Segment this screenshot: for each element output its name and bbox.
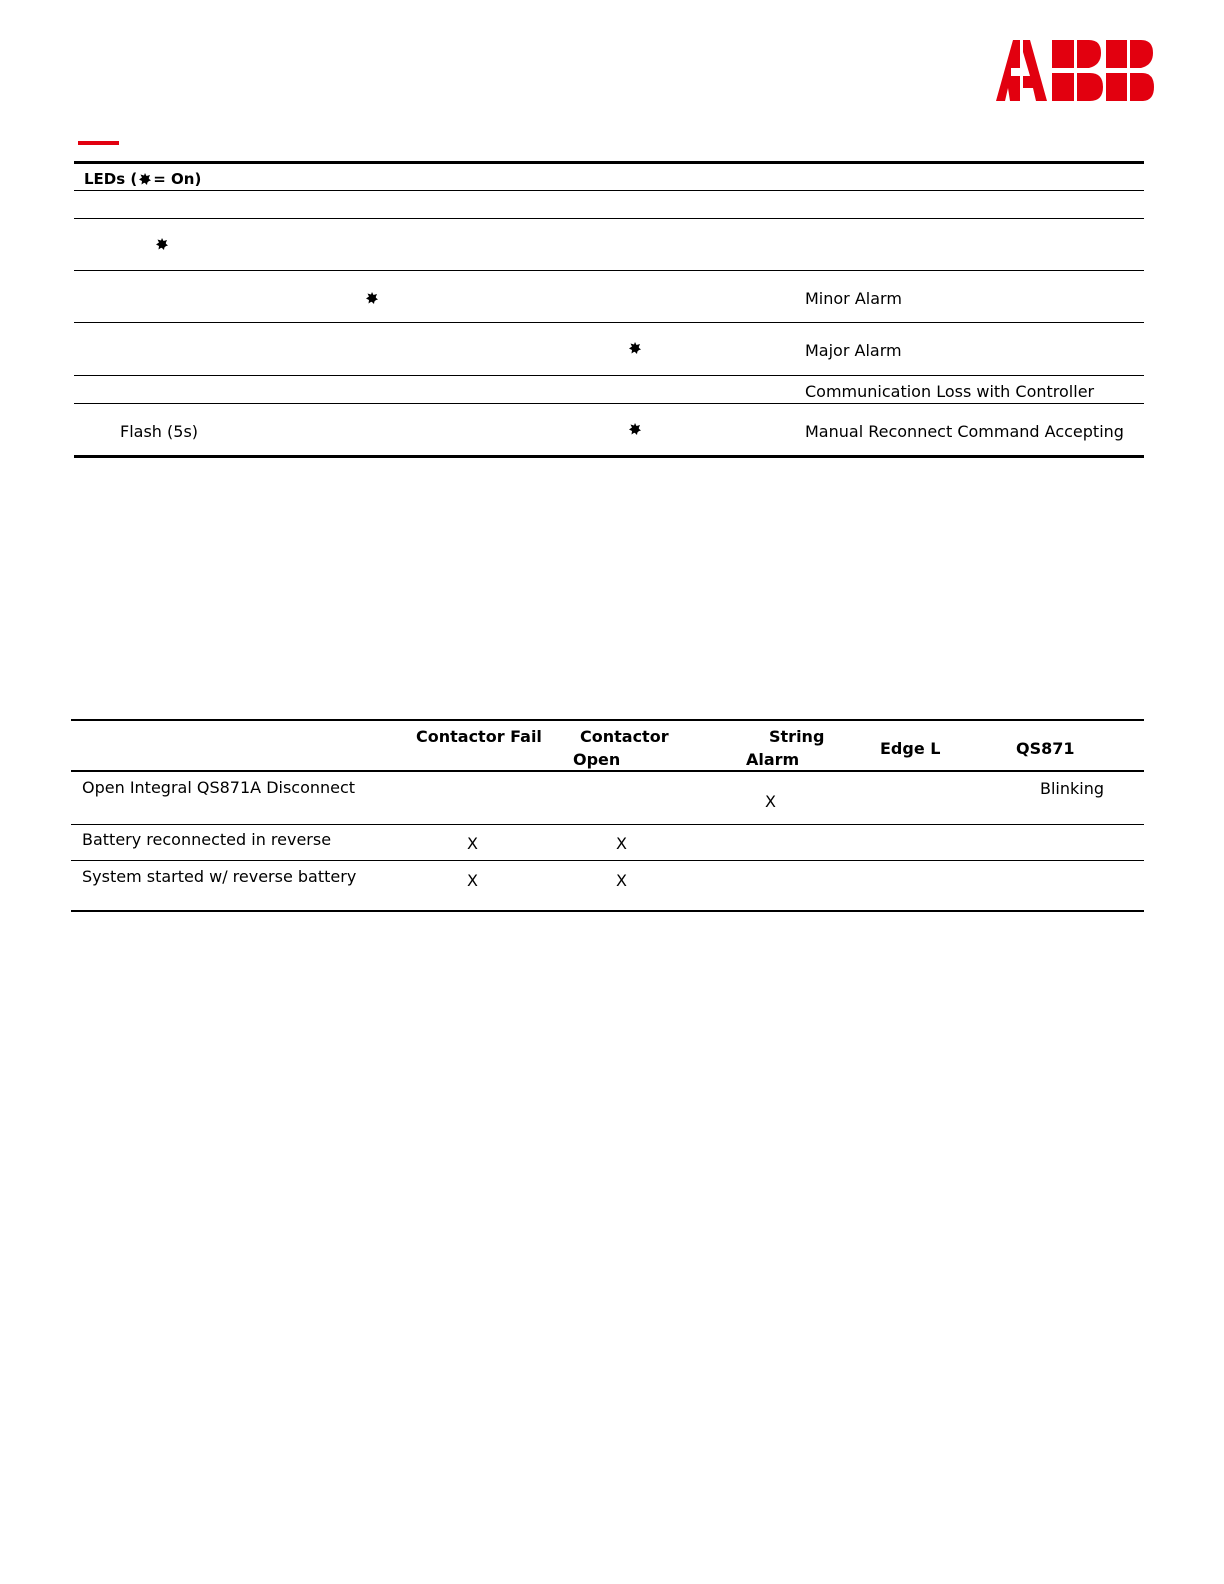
- led-on-icon: [365, 291, 379, 305]
- col-header-contactor-fail: Contactor Fail: [416, 727, 542, 746]
- row-condition: Battery reconnected in reverse: [82, 830, 332, 849]
- abb-logo: [996, 40, 1154, 102]
- led-row-description: Manual Reconnect Command Accepting: [805, 422, 1124, 441]
- row-contactor-open: X: [616, 871, 627, 890]
- row-rule: [71, 860, 1144, 861]
- row-condition: Open Integral QS871A Disconnect: [82, 778, 356, 797]
- row-rule: [71, 824, 1144, 825]
- col-header-string-alarm-line1: String: [769, 727, 825, 746]
- row-rule: [74, 375, 1144, 376]
- row-contactor-fail: X: [467, 834, 478, 853]
- row-rule: [74, 270, 1144, 271]
- col-header-string-alarm-line2: Alarm: [746, 750, 800, 769]
- col-header-contactor-open-line1: Contactor: [580, 727, 669, 746]
- col-header-qs871: QS871: [1016, 739, 1075, 758]
- led-row-description: Communication Loss with Controller: [805, 382, 1095, 401]
- table-top-rule: [71, 719, 1144, 721]
- led-on-icon: [628, 341, 642, 355]
- led-row-description: Major Alarm: [805, 341, 902, 360]
- row-rule: [74, 190, 1144, 191]
- led-row-description: Minor Alarm: [805, 289, 902, 308]
- col-header-contactor-open-line2: Open: [573, 750, 621, 769]
- header-prefix: LEDs (: [84, 170, 138, 188]
- row-rule: [74, 322, 1144, 323]
- led-row-state: Flash (5s): [120, 422, 199, 441]
- row-rule: [74, 218, 1144, 219]
- row-rule: [74, 403, 1144, 404]
- row-qs871: Blinking: [1040, 779, 1105, 798]
- table-bottom-rule: [71, 910, 1144, 912]
- table-top-rule: [74, 161, 1144, 164]
- led-on-icon: [628, 422, 642, 436]
- header-rule: [71, 770, 1144, 772]
- red-accent-bar: [78, 141, 119, 145]
- row-condition: System started w/ reverse battery: [82, 867, 357, 886]
- row-string-alarm: X: [765, 792, 776, 811]
- table-bottom-rule: [74, 455, 1144, 458]
- led-on-icon: [155, 237, 169, 251]
- row-contactor-open: X: [616, 834, 627, 853]
- row-contactor-fail: X: [467, 871, 478, 890]
- led-on-icon: [138, 171, 152, 185]
- col-header-edge-l: Edge L: [880, 739, 941, 758]
- led-table-header: [84, 169, 201, 189]
- header-suffix: = On): [153, 170, 202, 188]
